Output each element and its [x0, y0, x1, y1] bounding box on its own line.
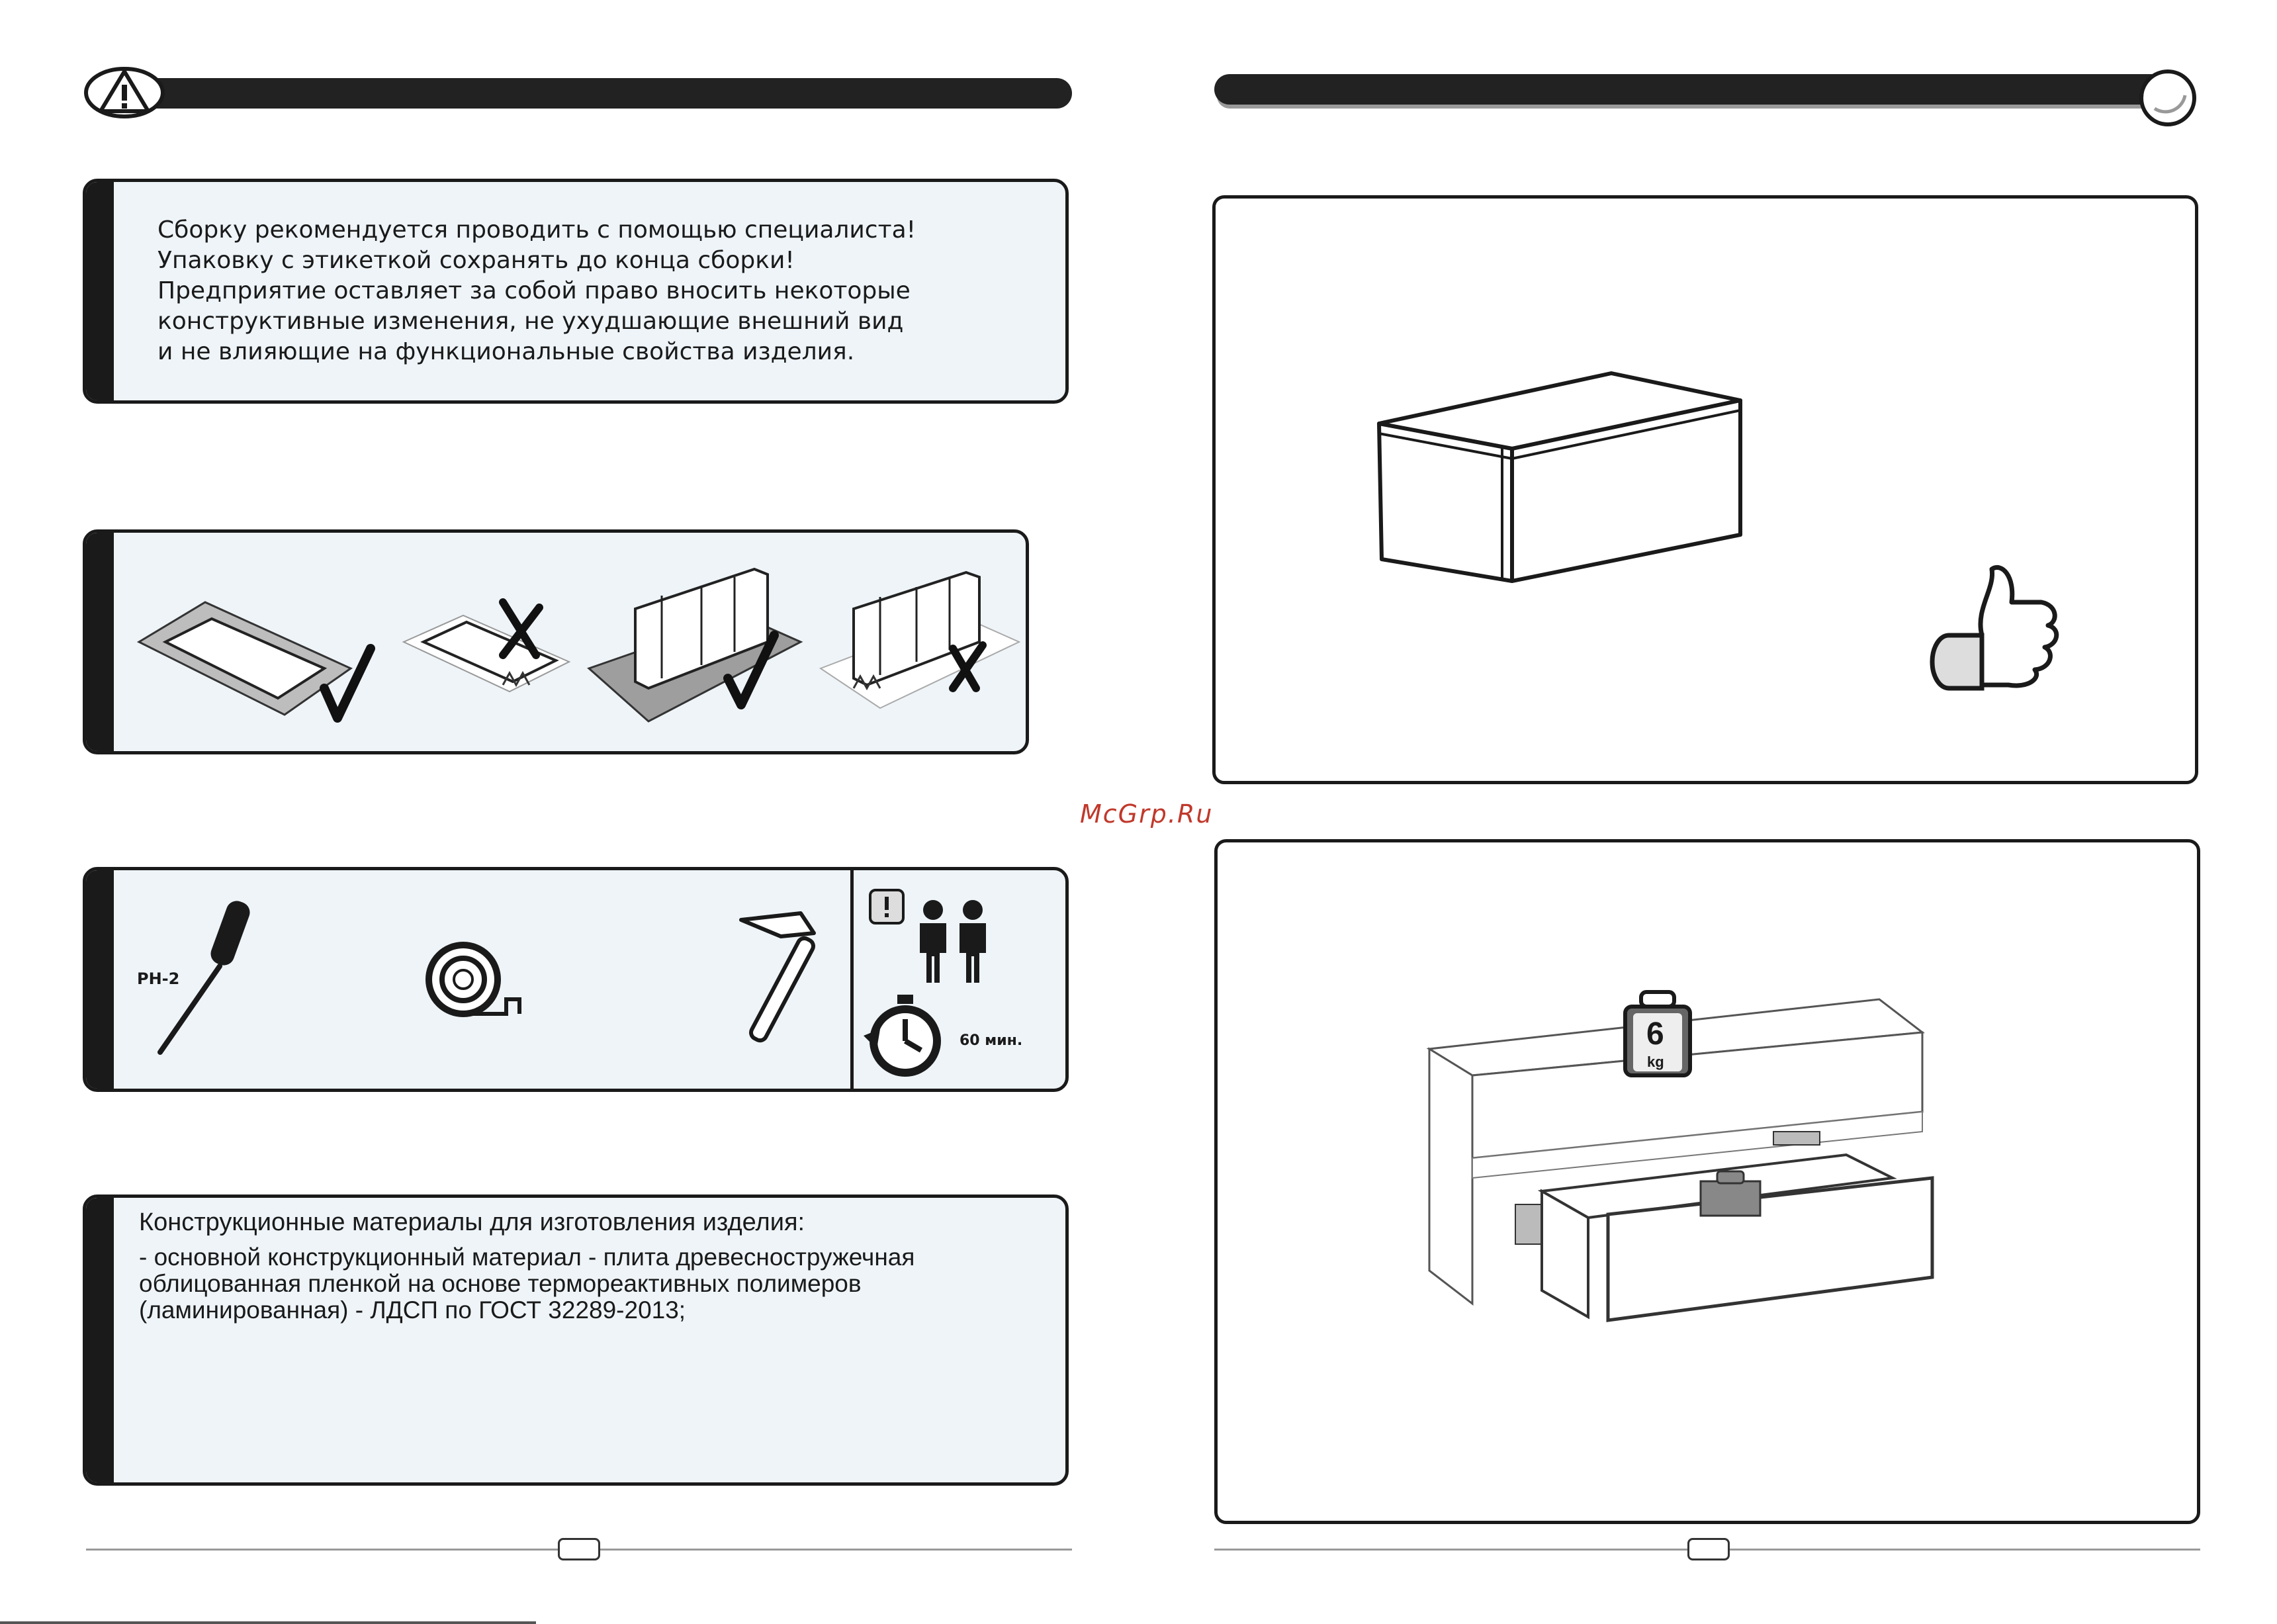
materials-line-2: облицованная пленкой на основе термореактивных полимеров [139, 1270, 862, 1297]
thumbs-up-icon [1936, 563, 2061, 695]
materials-line-3: (ламинированная) - ЛДСП по ГОСТ 32289-2013; [139, 1296, 686, 1324]
right-page-number-tab [1687, 1538, 1730, 1560]
assembly-surface-illustration [132, 556, 1019, 741]
notice-line-1: Сборку рекомендуется проводить с помощью специалиста! [157, 216, 916, 244]
materials-line-1: - основной конструкционный материал - плита древесностружечная [139, 1243, 915, 1271]
assembly-stripe [86, 533, 114, 751]
right-header-bar [1214, 74, 2167, 105]
package-box-illustration [1376, 371, 1747, 589]
notice-line-5: и не влияющие на функциональные свойства изделия. [157, 338, 855, 365]
cabinet-on-rug-icon [589, 569, 801, 721]
two-people-icon [867, 887, 1006, 986]
notice-line-3: Предприятие оставляет за собой право вносить некоторые [157, 277, 911, 304]
panel-on-floor-icon [404, 602, 569, 692]
notice-line-4: конструктивные изменения, не ухудшающие внешний вид [157, 308, 904, 335]
materials-title: Конструкционные материалы для изготовления изделия: [139, 1208, 805, 1236]
notice-line-2: Упаковку с этикеткой сохранять до конца сборки! [157, 247, 795, 274]
materials-stripe [86, 1198, 114, 1482]
notice-stripe [86, 182, 114, 400]
bottom-rule [0, 1621, 536, 1624]
tape-measure-icon [424, 940, 523, 1019]
assembly-time-label: 60 мин. [960, 1032, 1023, 1049]
stopwatch-icon [860, 989, 953, 1082]
warning-icon [85, 66, 164, 119]
header-ball-icon [2139, 69, 2198, 128]
watermark: McGrp.Ru [1080, 799, 1214, 829]
tools-divider [850, 868, 854, 1091]
left-page-number-tab [558, 1538, 600, 1560]
tools-stripe [86, 870, 114, 1089]
screwdriver-label: PH-2 [137, 970, 180, 988]
materials-box [83, 1195, 1069, 1486]
panel-on-rug-icon [139, 602, 371, 718]
weight-value: 6 [1646, 1016, 1664, 1052]
weight-unit: kg [1647, 1054, 1664, 1070]
left-header-bar [86, 78, 1072, 109]
hammer-icon [701, 907, 821, 1052]
cabinet-on-floor-icon [821, 572, 1019, 708]
